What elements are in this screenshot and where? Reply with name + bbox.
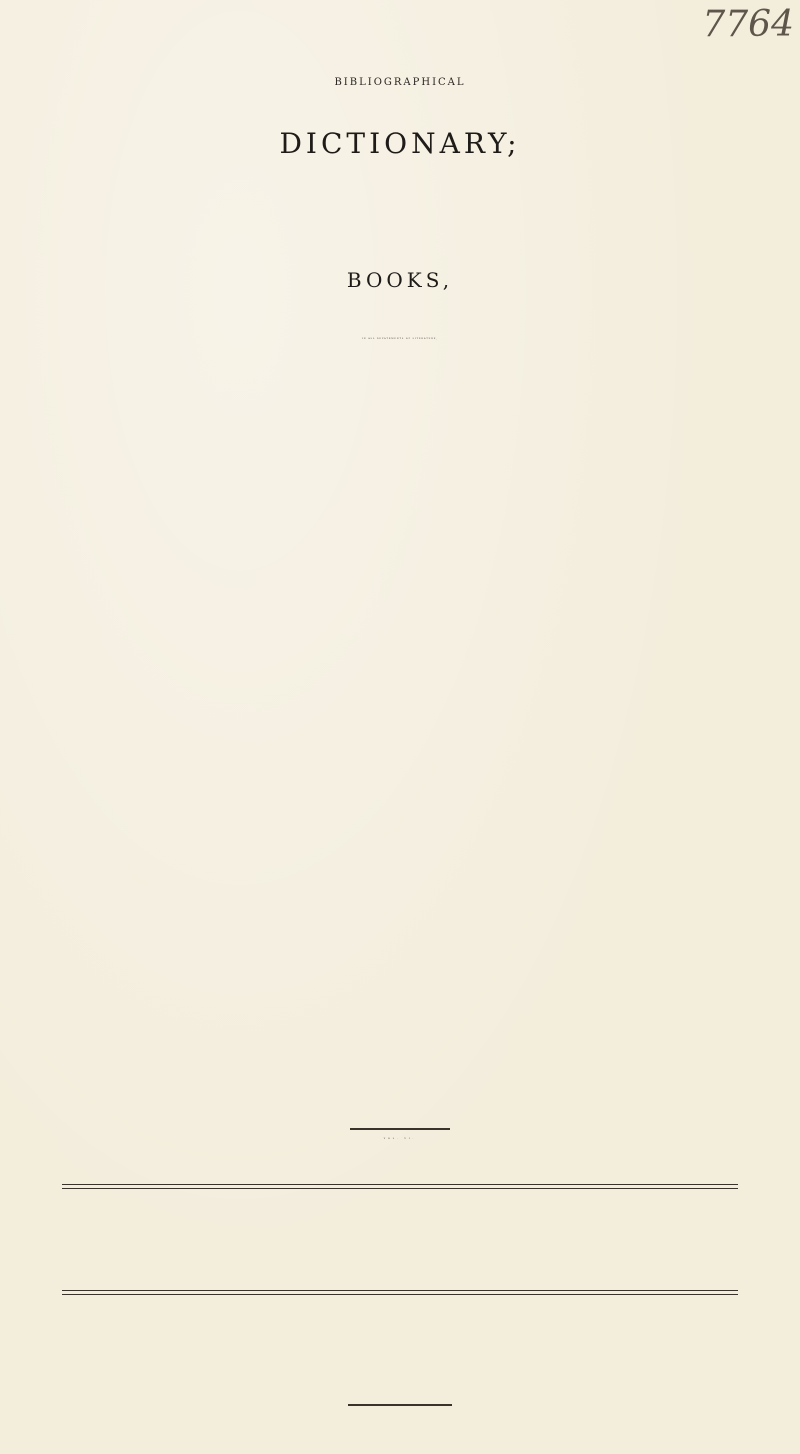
volume-number: VOL. VI. — [383, 1138, 417, 1140]
books-heading: BOOKS, — [346, 268, 454, 292]
title-line-2: DICTIONARY; — [279, 127, 521, 160]
departments-heading: IN ALL DEPATRMENTS OF LITERATURE, — [362, 338, 438, 340]
epigraph-bottom-rule — [62, 1290, 738, 1291]
ornament-rule — [350, 1128, 450, 1130]
epigraph-top-rule-2 — [62, 1188, 738, 1189]
imprint-rule — [348, 1404, 452, 1406]
epigraph-bottom-rule-2 — [62, 1294, 738, 1295]
shelfmark: 7764 — [702, 4, 794, 45]
title-line-1: BIBLIOGRAPHICAL — [334, 77, 466, 88]
epigraph-top-rule — [62, 1184, 738, 1185]
